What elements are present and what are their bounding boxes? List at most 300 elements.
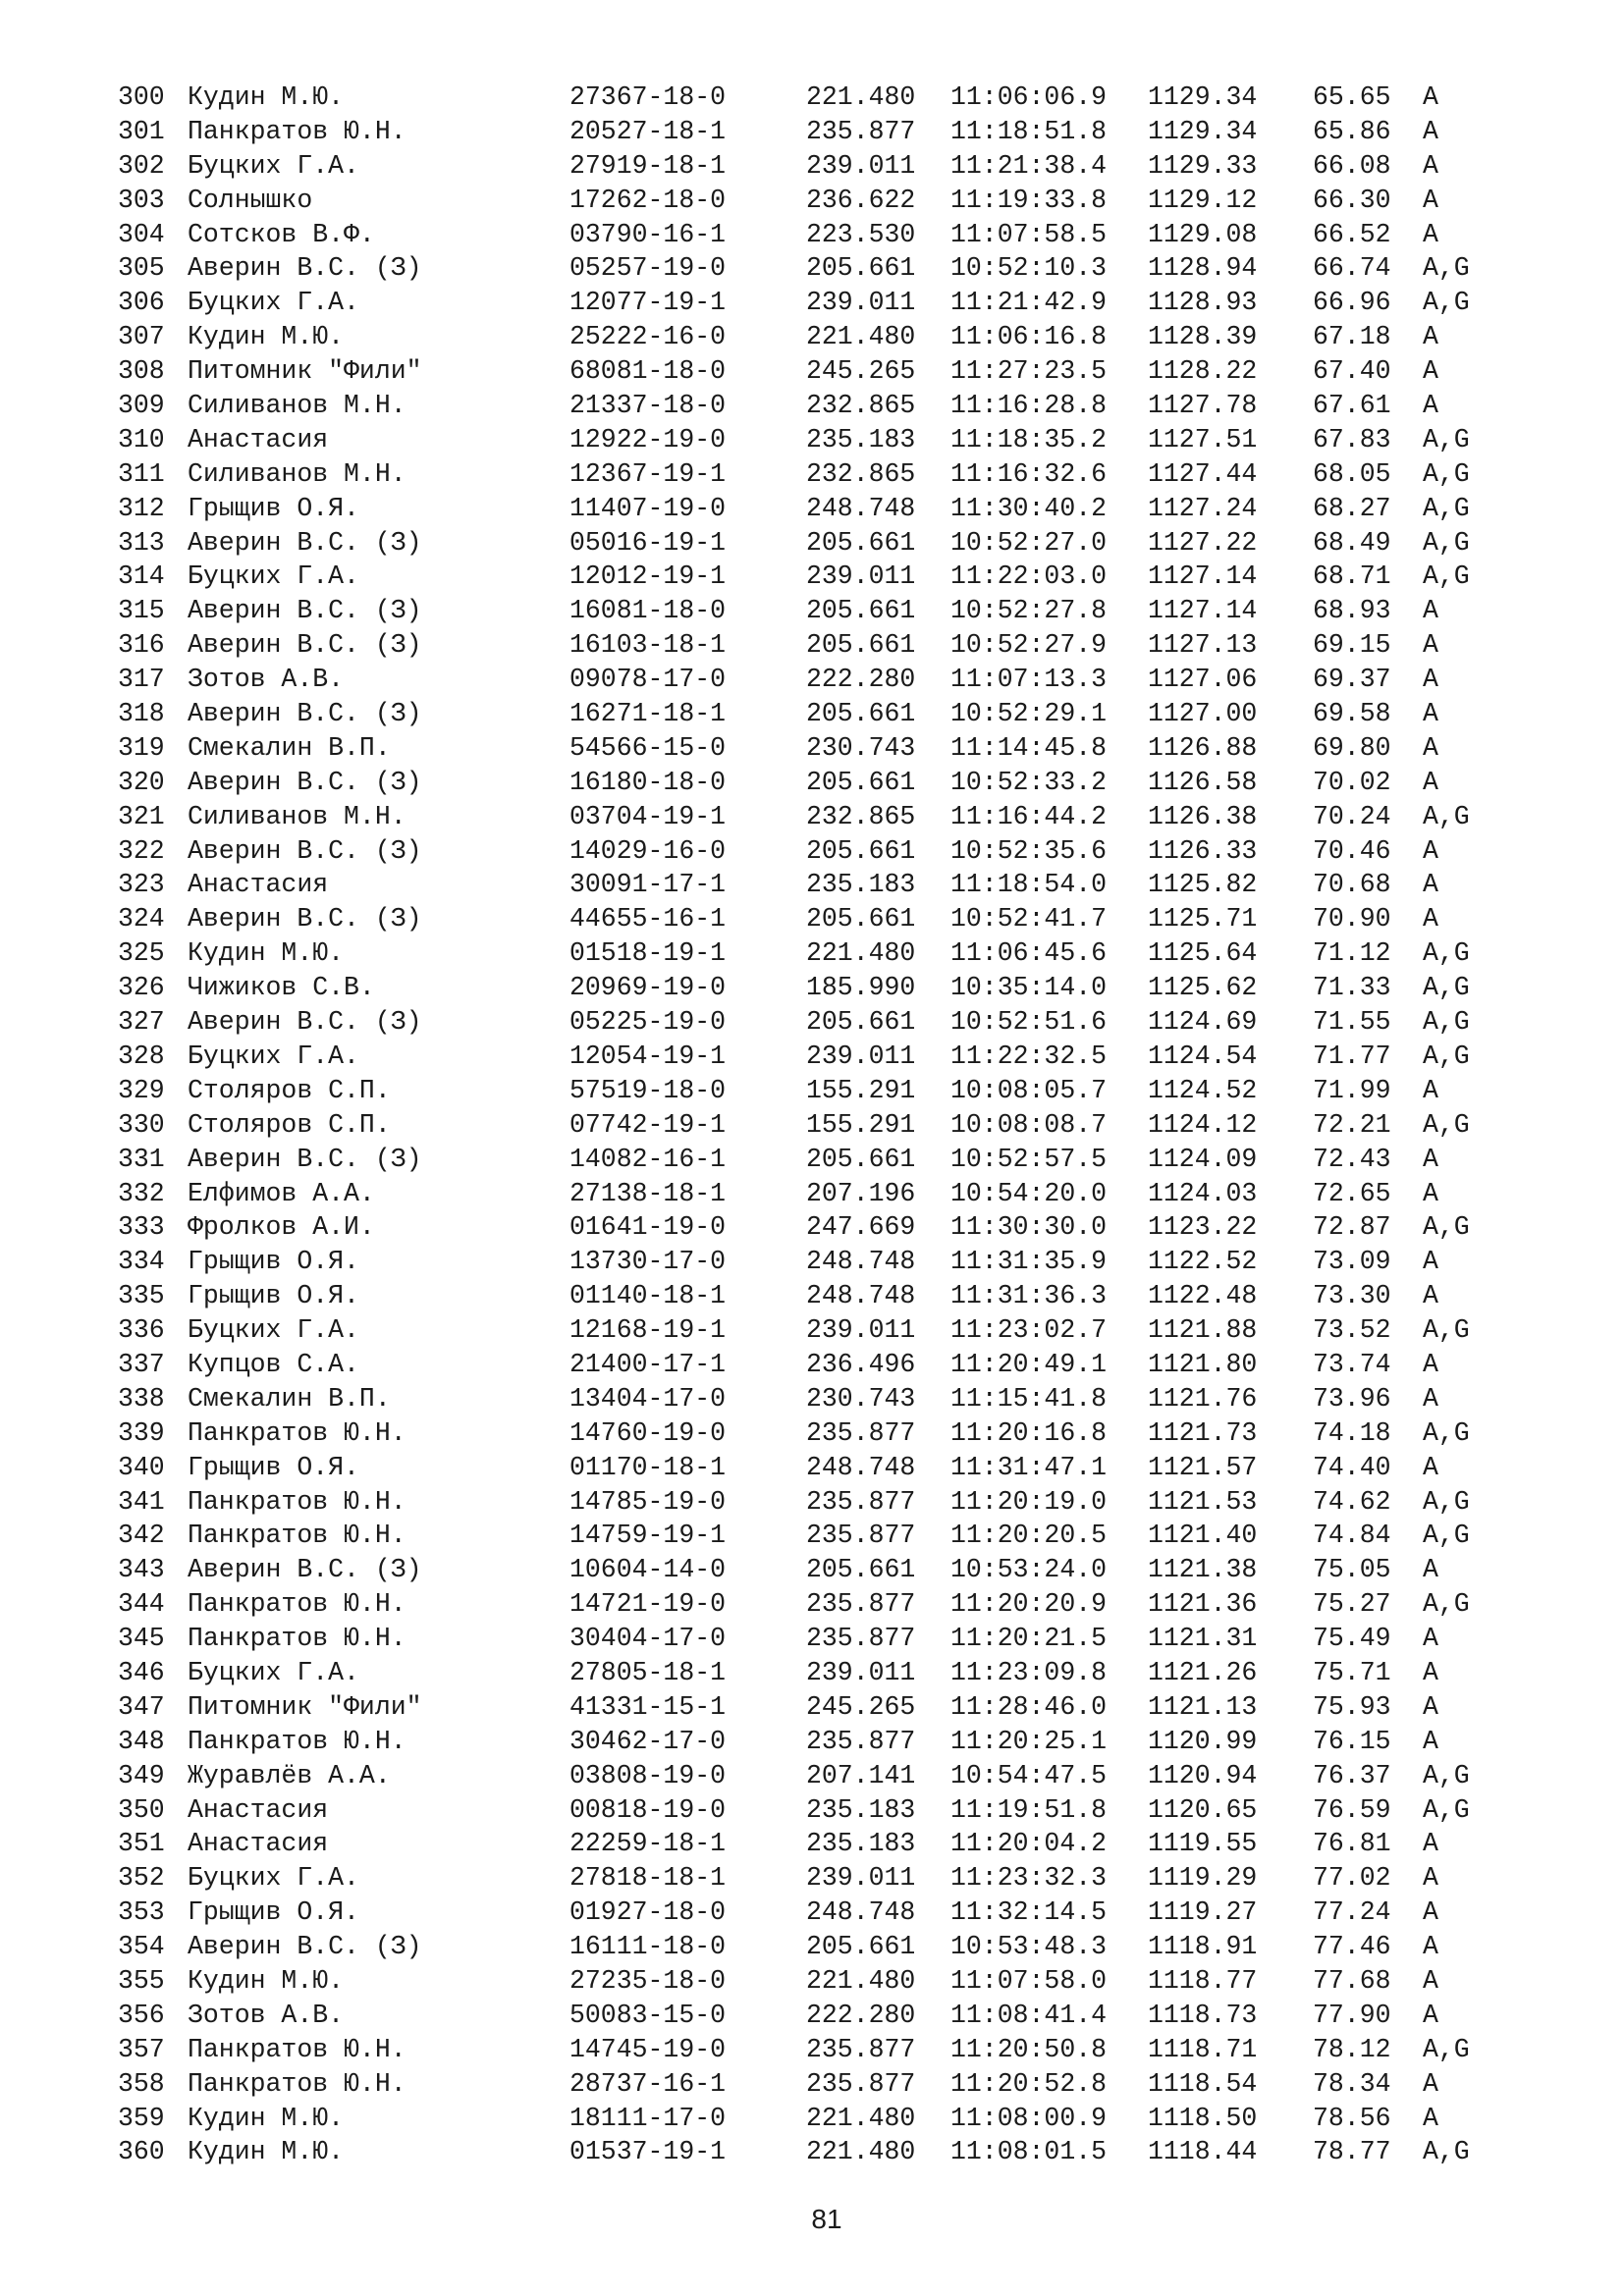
- speed-value: 1121.88: [1148, 1315, 1258, 1346]
- ring-number: 17262-18-0: [569, 185, 727, 215]
- coefficient-value: 65.86: [1313, 116, 1391, 146]
- competition-flags: A,G: [1423, 2034, 1470, 2064]
- speed-value: 1127.44: [1148, 458, 1258, 489]
- distance-km: 205.661: [806, 630, 916, 661]
- ring-number: 30404-17-0: [569, 1624, 727, 1654]
- table-row: [0, 149, 1624, 184]
- table-row: [0, 389, 1624, 423]
- distance-km: 205.661: [806, 253, 916, 284]
- ring-number: 16180-18-0: [569, 767, 727, 797]
- table-row: [0, 286, 1624, 320]
- ring-number: 16081-18-0: [569, 596, 727, 626]
- coefficient-value: 76.15: [1313, 1726, 1391, 1756]
- competition-flags: A: [1423, 2000, 1438, 2030]
- coefficient-value: 69.80: [1313, 732, 1391, 763]
- coefficient-value: 66.52: [1313, 219, 1391, 249]
- ring-number: 12012-19-1: [569, 561, 727, 592]
- coefficient-value: 75.05: [1313, 1555, 1391, 1585]
- fancier-name: Кудин М.Ю.: [188, 82, 345, 112]
- result-place: 352: [118, 1863, 165, 1894]
- competition-flags: A: [1423, 835, 1438, 866]
- speed-value: 1129.33: [1148, 150, 1258, 181]
- fancier-name: Грыщив О.Я.: [188, 493, 359, 523]
- distance-km: 239.011: [806, 561, 916, 592]
- result-place: 341: [118, 1486, 165, 1517]
- arrival-time: 11:30:30.0: [950, 1212, 1108, 1243]
- ring-number: 05016-19-1: [569, 527, 727, 558]
- ring-number: 54566-15-0: [569, 732, 727, 763]
- arrival-time: 11:21:42.9: [950, 288, 1108, 318]
- distance-km: 205.661: [806, 835, 916, 866]
- competition-flags: A: [1423, 1178, 1438, 1208]
- arrival-time: 11:30:40.2: [950, 493, 1108, 523]
- table-row: [0, 1725, 1624, 1759]
- fancier-name: Зотов А.В.: [188, 2000, 345, 2030]
- competition-flags: A,G: [1423, 1589, 1470, 1620]
- arrival-time: 11:20:49.1: [950, 1349, 1108, 1379]
- distance-km: 245.265: [806, 356, 916, 387]
- result-place: 314: [118, 561, 165, 592]
- result-place: 359: [118, 2103, 165, 2133]
- coefficient-value: 71.99: [1313, 1075, 1391, 1105]
- table-row: [0, 251, 1624, 286]
- ring-number: 68081-18-0: [569, 356, 727, 387]
- arrival-time: 11:20:19.0: [950, 1486, 1108, 1517]
- speed-value: 1124.09: [1148, 1144, 1258, 1174]
- result-place: 322: [118, 835, 165, 866]
- speed-value: 1119.29: [1148, 1863, 1258, 1894]
- distance-km: 223.530: [806, 219, 916, 249]
- distance-km: 235.183: [806, 424, 916, 454]
- competition-flags: A,G: [1423, 1521, 1470, 1551]
- fancier-name: Аверин В.С. (З): [188, 253, 422, 284]
- table-row: [0, 731, 1624, 766]
- fancier-name: Смекалин В.П.: [188, 1383, 391, 1414]
- fancier-name: Анастасия: [188, 1794, 329, 1825]
- fancier-name: Кудин М.Ю.: [188, 938, 345, 969]
- ring-number: 01518-19-1: [569, 938, 727, 969]
- arrival-time: 11:22:03.0: [950, 561, 1108, 592]
- result-place: 353: [118, 1897, 165, 1928]
- arrival-time: 11:06:16.8: [950, 322, 1108, 352]
- ring-number: 01537-19-1: [569, 2137, 727, 2167]
- distance-km: 239.011: [806, 1315, 916, 1346]
- arrival-time: 11:28:46.0: [950, 1691, 1108, 1722]
- competition-flags: A,G: [1423, 1486, 1470, 1517]
- fancier-name: Панкратов Ю.Н.: [188, 1417, 406, 1448]
- ring-number: 09078-17-0: [569, 665, 727, 695]
- speed-value: 1122.52: [1148, 1247, 1258, 1277]
- competition-flags: A,G: [1423, 527, 1470, 558]
- speed-value: 1127.24: [1148, 493, 1258, 523]
- ring-number: 13730-17-0: [569, 1247, 727, 1277]
- distance-km: 221.480: [806, 1965, 916, 1996]
- ring-number: 16271-18-1: [569, 699, 727, 729]
- table-row: [0, 628, 1624, 663]
- arrival-time: 10:52:27.0: [950, 527, 1108, 558]
- table-row: [0, 1143, 1624, 1177]
- coefficient-value: 70.46: [1313, 835, 1391, 866]
- distance-km: 235.877: [806, 1521, 916, 1551]
- result-place: 321: [118, 801, 165, 831]
- result-place: 354: [118, 1932, 165, 1962]
- speed-value: 1118.44: [1148, 2137, 1258, 2167]
- coefficient-value: 67.18: [1313, 322, 1391, 352]
- ring-number: 11407-19-0: [569, 493, 727, 523]
- arrival-time: 11:20:50.8: [950, 2034, 1108, 2064]
- fancier-name: Аверин В.С. (З): [188, 699, 422, 729]
- competition-flags: A,G: [1423, 253, 1470, 284]
- competition-flags: A: [1423, 904, 1438, 934]
- fancier-name: Аверин В.С. (З): [188, 596, 422, 626]
- fancier-name: Панкратов Ю.Н.: [188, 1486, 406, 1517]
- result-place: 326: [118, 973, 165, 1003]
- coefficient-value: 75.71: [1313, 1657, 1391, 1687]
- speed-value: 1124.12: [1148, 1109, 1258, 1140]
- distance-km: 155.291: [806, 1075, 916, 1105]
- speed-value: 1125.82: [1148, 870, 1258, 900]
- distance-km: 236.622: [806, 185, 916, 215]
- fancier-name: Грыщив О.Я.: [188, 1247, 359, 1277]
- speed-value: 1122.48: [1148, 1281, 1258, 1311]
- competition-flags: A: [1423, 2103, 1438, 2133]
- result-place: 315: [118, 596, 165, 626]
- distance-km: 235.877: [806, 1486, 916, 1517]
- result-place: 356: [118, 2000, 165, 2030]
- coefficient-value: 72.21: [1313, 1109, 1391, 1140]
- table-row: [0, 2033, 1624, 2067]
- competition-flags: A: [1423, 1829, 1438, 1859]
- coefficient-value: 72.65: [1313, 1178, 1391, 1208]
- ring-number: 01641-19-0: [569, 1212, 727, 1243]
- distance-km: 235.183: [806, 1829, 916, 1859]
- coefficient-value: 75.93: [1313, 1691, 1391, 1722]
- table-row: [0, 1896, 1624, 1930]
- fancier-name: Кудин М.Ю.: [188, 2103, 345, 2133]
- coefficient-value: 77.02: [1313, 1863, 1391, 1894]
- distance-km: 205.661: [806, 1007, 916, 1038]
- distance-km: 232.865: [806, 801, 916, 831]
- speed-value: 1121.80: [1148, 1349, 1258, 1379]
- result-place: 340: [118, 1452, 165, 1482]
- coefficient-value: 76.81: [1313, 1829, 1391, 1859]
- table-row: [0, 354, 1624, 389]
- coefficient-value: 78.12: [1313, 2034, 1391, 2064]
- table-row: [0, 2102, 1624, 2136]
- speed-value: 1127.06: [1148, 665, 1258, 695]
- ring-number: 01927-18-0: [569, 1897, 727, 1928]
- speed-value: 1120.65: [1148, 1794, 1258, 1825]
- result-place: 306: [118, 288, 165, 318]
- competition-flags: A: [1423, 1144, 1438, 1174]
- result-place: 308: [118, 356, 165, 387]
- fancier-name: Буцких Г.А.: [188, 1863, 359, 1894]
- ring-number: 27367-18-0: [569, 82, 727, 112]
- competition-flags: A: [1423, 732, 1438, 763]
- ring-number: 12077-19-1: [569, 288, 727, 318]
- coefficient-value: 67.61: [1313, 391, 1391, 421]
- coefficient-value: 66.08: [1313, 150, 1391, 181]
- competition-flags: A: [1423, 1555, 1438, 1585]
- arrival-time: 11:07:58.0: [950, 1965, 1108, 1996]
- competition-flags: A,G: [1423, 1212, 1470, 1243]
- speed-value: 1118.50: [1148, 2103, 1258, 2133]
- coefficient-value: 68.49: [1313, 527, 1391, 558]
- ring-number: 18111-17-0: [569, 2103, 727, 2133]
- arrival-time: 10:54:20.0: [950, 1178, 1108, 1208]
- speed-value: 1126.33: [1148, 835, 1258, 866]
- speed-value: 1127.22: [1148, 527, 1258, 558]
- fancier-name: Столяров С.П.: [188, 1109, 391, 1140]
- arrival-time: 11:19:51.8: [950, 1794, 1108, 1825]
- coefficient-value: 70.02: [1313, 767, 1391, 797]
- distance-km: 230.743: [806, 732, 916, 763]
- speed-value: 1124.03: [1148, 1178, 1258, 1208]
- arrival-time: 11:18:51.8: [950, 116, 1108, 146]
- table-row: [0, 1519, 1624, 1553]
- table-row: [0, 115, 1624, 149]
- coefficient-value: 67.40: [1313, 356, 1391, 387]
- competition-flags: A: [1423, 1691, 1438, 1722]
- fancier-name: Силиванов М.Н.: [188, 391, 406, 421]
- competition-flags: A: [1423, 1657, 1438, 1687]
- distance-km: 235.877: [806, 1624, 916, 1654]
- coefficient-value: 69.37: [1313, 665, 1391, 695]
- distance-km: 232.865: [806, 391, 916, 421]
- ring-number: 21400-17-1: [569, 1349, 727, 1379]
- table-row: [0, 1793, 1624, 1828]
- fancier-name: Грыщив О.Я.: [188, 1452, 359, 1482]
- coefficient-value: 78.56: [1313, 2103, 1391, 2133]
- table-row: [0, 834, 1624, 869]
- competition-flags: A,G: [1423, 973, 1470, 1003]
- speed-value: 1119.27: [1148, 1897, 1258, 1928]
- arrival-time: 10:52:35.6: [950, 835, 1108, 866]
- distance-km: 205.661: [806, 1555, 916, 1585]
- coefficient-value: 70.24: [1313, 801, 1391, 831]
- speed-value: 1127.78: [1148, 391, 1258, 421]
- coefficient-value: 71.33: [1313, 973, 1391, 1003]
- arrival-time: 10:52:57.5: [950, 1144, 1108, 1174]
- ring-number: 00818-19-0: [569, 1794, 727, 1825]
- page-number: 81: [811, 2204, 842, 2234]
- speed-value: 1121.38: [1148, 1555, 1258, 1585]
- arrival-time: 10:52:33.2: [950, 767, 1108, 797]
- coefficient-value: 68.05: [1313, 458, 1391, 489]
- table-row: [0, 1827, 1624, 1861]
- arrival-time: 11:07:13.3: [950, 665, 1108, 695]
- fancier-name: Аверин В.С. (З): [188, 630, 422, 661]
- fancier-name: Фролков А.И.: [188, 1212, 375, 1243]
- speed-value: 1124.69: [1148, 1007, 1258, 1038]
- competition-flags: A: [1423, 356, 1438, 387]
- coefficient-value: 76.59: [1313, 1794, 1391, 1825]
- competition-flags: A: [1423, 699, 1438, 729]
- coefficient-value: 74.18: [1313, 1417, 1391, 1448]
- ring-number: 14759-19-1: [569, 1521, 727, 1551]
- ring-number: 05257-19-0: [569, 253, 727, 284]
- coefficient-value: 73.09: [1313, 1247, 1391, 1277]
- speed-value: 1127.13: [1148, 630, 1258, 661]
- speed-value: 1125.64: [1148, 938, 1258, 969]
- table-row: [0, 1416, 1624, 1451]
- fancier-name: Анастасия: [188, 424, 329, 454]
- arrival-time: 11:16:44.2: [950, 801, 1108, 831]
- table-row: [0, 80, 1624, 115]
- distance-km: 207.196: [806, 1178, 916, 1208]
- ring-number: 50083-15-0: [569, 2000, 727, 2030]
- coefficient-value: 74.62: [1313, 1486, 1391, 1517]
- competition-flags: A: [1423, 322, 1438, 352]
- result-place: 327: [118, 1007, 165, 1038]
- competition-flags: A: [1423, 596, 1438, 626]
- coefficient-value: 68.27: [1313, 493, 1391, 523]
- results-table: [0, 80, 1624, 2169]
- table-row: [0, 1587, 1624, 1622]
- table-row: [0, 1005, 1624, 1040]
- arrival-time: 10:52:10.3: [950, 253, 1108, 284]
- ring-number: 27235-18-0: [569, 1965, 727, 1996]
- distance-km: 235.877: [806, 1726, 916, 1756]
- ring-number: 12054-19-1: [569, 1041, 727, 1071]
- result-place: 347: [118, 1691, 165, 1722]
- table-row: [0, 902, 1624, 936]
- arrival-time: 10:08:05.7: [950, 1075, 1108, 1105]
- speed-value: 1126.88: [1148, 732, 1258, 763]
- coefficient-value: 70.90: [1313, 904, 1391, 934]
- arrival-time: 11:08:41.4: [950, 2000, 1108, 2030]
- competition-flags: A,G: [1423, 1007, 1470, 1038]
- competition-flags: A,G: [1423, 1760, 1470, 1790]
- result-place: 319: [118, 732, 165, 763]
- competition-flags: A: [1423, 1349, 1438, 1379]
- arrival-time: 11:20:21.5: [950, 1624, 1108, 1654]
- coefficient-value: 77.46: [1313, 1932, 1391, 1962]
- fancier-name: Грыщив О.Я.: [188, 1281, 359, 1311]
- table-row: [0, 1553, 1624, 1587]
- coefficient-value: 68.71: [1313, 561, 1391, 592]
- table-row: [0, 457, 1624, 492]
- arrival-time: 11:06:06.9: [950, 82, 1108, 112]
- distance-km: 222.280: [806, 2000, 916, 2030]
- competition-flags: A: [1423, 1281, 1438, 1311]
- result-place: 334: [118, 1247, 165, 1277]
- table-row: [0, 1108, 1624, 1143]
- arrival-time: 11:16:28.8: [950, 391, 1108, 421]
- result-place: 328: [118, 1041, 165, 1071]
- ring-number: 20527-18-1: [569, 116, 727, 146]
- arrival-time: 10:52:29.1: [950, 699, 1108, 729]
- fancier-name: Силиванов М.Н.: [188, 458, 406, 489]
- arrival-time: 11:08:00.9: [950, 2103, 1108, 2133]
- ring-number: 27818-18-1: [569, 1863, 727, 1894]
- speed-value: 1121.31: [1148, 1624, 1258, 1654]
- table-row: [0, 868, 1624, 902]
- distance-km: 235.877: [806, 1589, 916, 1620]
- result-place: 336: [118, 1315, 165, 1346]
- arrival-time: 10:52:27.9: [950, 630, 1108, 661]
- table-row: [0, 1999, 1624, 2033]
- fancier-name: Аверин В.С. (З): [188, 527, 422, 558]
- ring-number: 14082-16-1: [569, 1144, 727, 1174]
- result-place: 345: [118, 1624, 165, 1654]
- competition-flags: A,G: [1423, 1794, 1470, 1825]
- distance-km: 239.011: [806, 1863, 916, 1894]
- arrival-time: 11:20:52.8: [950, 2068, 1108, 2099]
- result-place: 320: [118, 767, 165, 797]
- result-place: 313: [118, 527, 165, 558]
- distance-km: 235.877: [806, 2068, 916, 2099]
- result-place: 309: [118, 391, 165, 421]
- coefficient-value: 68.93: [1313, 596, 1391, 626]
- arrival-time: 11:31:35.9: [950, 1247, 1108, 1277]
- competition-flags: A,G: [1423, 1109, 1470, 1140]
- arrival-time: 11:18:35.2: [950, 424, 1108, 454]
- table-row: [0, 560, 1624, 594]
- fancier-name: Буцких Г.А.: [188, 1041, 359, 1071]
- arrival-time: 10:52:41.7: [950, 904, 1108, 934]
- arrival-time: 11:20:25.1: [950, 1726, 1108, 1756]
- coefficient-value: 71.55: [1313, 1007, 1391, 1038]
- ring-number: 44655-16-1: [569, 904, 727, 934]
- competition-flags: A: [1423, 1075, 1438, 1105]
- fancier-name: Панкратов Ю.Н.: [188, 1521, 406, 1551]
- fancier-name: Кудин М.Ю.: [188, 1965, 345, 1996]
- speed-value: 1126.38: [1148, 801, 1258, 831]
- distance-km: 235.877: [806, 2034, 916, 2064]
- competition-flags: A,G: [1423, 1041, 1470, 1071]
- fancier-name: Чижиков С.В.: [188, 973, 375, 1003]
- distance-km: 222.280: [806, 665, 916, 695]
- table-row: [0, 1348, 1624, 1382]
- competition-flags: A,G: [1423, 801, 1470, 831]
- table-row: [0, 526, 1624, 561]
- distance-km: 248.748: [806, 493, 916, 523]
- coefficient-value: 73.74: [1313, 1349, 1391, 1379]
- speed-value: 1127.00: [1148, 699, 1258, 729]
- ring-number: 27805-18-1: [569, 1657, 727, 1687]
- ring-number: 14785-19-0: [569, 1486, 727, 1517]
- table-row: [0, 663, 1624, 697]
- table-row: [0, 1622, 1624, 1656]
- ring-number: 13404-17-0: [569, 1383, 727, 1414]
- fancier-name: Аверин В.С. (З): [188, 1007, 422, 1038]
- arrival-time: 11:20:04.2: [950, 1829, 1108, 1859]
- competition-flags: A: [1423, 1624, 1438, 1654]
- fancier-name: Сотсков В.Ф.: [188, 219, 375, 249]
- result-place: 310: [118, 424, 165, 454]
- ring-number: 05225-19-0: [569, 1007, 727, 1038]
- coefficient-value: 72.87: [1313, 1212, 1391, 1243]
- coefficient-value: 66.96: [1313, 288, 1391, 318]
- ring-number: 14745-19-0: [569, 2034, 727, 2064]
- ring-number: 14760-19-0: [569, 1417, 727, 1448]
- speed-value: 1128.39: [1148, 322, 1258, 352]
- ring-number: 03790-16-1: [569, 219, 727, 249]
- fancier-name: Анастасия: [188, 1829, 329, 1859]
- result-place: 351: [118, 1829, 165, 1859]
- result-place: 312: [118, 493, 165, 523]
- ring-number: 20969-19-0: [569, 973, 727, 1003]
- result-place: 355: [118, 1965, 165, 1996]
- table-row: [0, 594, 1624, 628]
- distance-km: 221.480: [806, 322, 916, 352]
- distance-km: 207.141: [806, 1760, 916, 1790]
- arrival-time: 10:52:51.6: [950, 1007, 1108, 1038]
- distance-km: 221.480: [806, 2103, 916, 2133]
- speed-value: 1128.22: [1148, 356, 1258, 387]
- arrival-time: 11:32:14.5: [950, 1897, 1108, 1928]
